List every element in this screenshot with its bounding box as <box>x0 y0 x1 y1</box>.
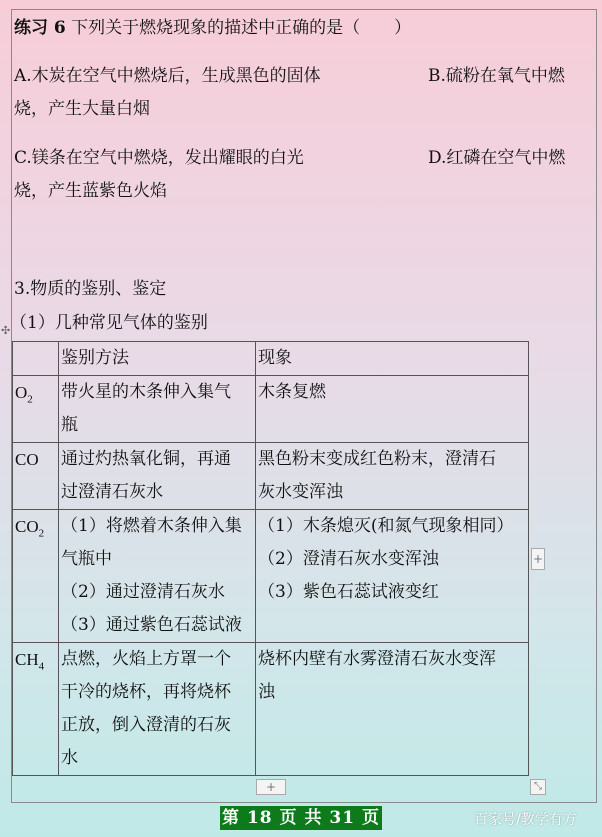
method-line: 通过灼热氧化铜，再通 <box>61 449 231 469</box>
method-line: 气瓶中 <box>61 549 112 569</box>
phenomenon-line: （3）紫色石蕊试液变红 <box>258 582 439 602</box>
method-cell <box>59 643 256 776</box>
option-c-line-2: 烧，产生蓝紫色火焰 <box>14 181 167 201</box>
gas-subscript: 2 <box>27 393 33 406</box>
method-line: 水 <box>61 748 78 768</box>
option-b: B.硫粉在氧气中燃 <box>428 66 565 86</box>
page-number-footer: 第 18 页 共 31 页 <box>220 806 382 830</box>
gas-subscript: 2 <box>38 527 45 540</box>
phenomenon-cell <box>256 443 529 510</box>
gas-subscript: 4 <box>38 660 45 673</box>
method-line: 点燃，火焰上方罩一个 <box>61 649 231 669</box>
option-d: D.红磷在空气中燃 <box>428 148 566 168</box>
gas-symbol: CO <box>15 450 39 469</box>
phenomenon-line: （1）木条熄灭(和氮气现象相同） <box>258 516 514 536</box>
method-line: 瓶 <box>61 415 78 435</box>
phenomenon-line: （2）澄清石灰水变浑浊 <box>258 549 439 569</box>
table-row-ch4 <box>13 643 529 776</box>
exercise-label: 练习 6 <box>14 18 66 38</box>
gas-symbol: CO <box>15 517 39 536</box>
table-row-co2 <box>13 510 529 643</box>
method-line: 带火星的木条伸入集气 <box>61 382 231 402</box>
option-a-line-2: 烧，产生大量白烟 <box>14 99 150 119</box>
table-row-co <box>13 443 529 510</box>
exercise-question: 下列关于燃烧现象的描述中正确的是（ ） <box>71 18 412 38</box>
header-cell-phenomenon: 现象 <box>256 342 529 376</box>
phenomenon-line: 浊 <box>258 682 275 702</box>
header-cell-gas <box>13 342 59 376</box>
table-row-o2 <box>13 376 529 443</box>
table-move-handle[interactable]: ✣ <box>1 324 11 337</box>
table-resize-handle[interactable]: ⤡ <box>530 779 546 795</box>
phenomenon-line: 黑色粉末变成红色粉末，澄清石 <box>258 449 496 469</box>
method-cell <box>59 376 256 443</box>
add-row-button[interactable]: + <box>256 779 286 795</box>
method-line: 过澄清石灰水 <box>61 482 163 502</box>
gas-cell <box>13 376 59 443</box>
add-column-button[interactable]: + <box>531 548 545 570</box>
method-line: （1）将燃着木条伸入集 <box>61 516 242 536</box>
gas-symbol: O <box>15 383 28 402</box>
method-cell <box>59 510 256 643</box>
phenomenon-cell <box>256 376 529 443</box>
phenomenon-line: 木条复燃 <box>258 382 326 402</box>
section-subheading: （1）几种常见气体的鉴别 <box>10 313 208 333</box>
method-line: 干冷的烧杯，再将烧杯 <box>61 682 231 702</box>
phenomenon-line: 灰水变浑浊 <box>258 482 343 502</box>
method-cell <box>59 443 256 510</box>
watermark: 百家号/教学有方 <box>474 812 577 828</box>
phenomenon-cell <box>256 643 529 776</box>
gas-cell <box>13 643 59 776</box>
gas-symbol: CH <box>15 650 39 669</box>
gas-cell <box>13 510 59 643</box>
method-line: （3）通过紫色石蕊试液 <box>61 615 242 635</box>
option-a-line-1: A.木炭在空气中燃烧后，生成黑色的固体 <box>14 66 321 86</box>
table-header-row <box>13 342 529 376</box>
phenomenon-cell <box>256 510 529 643</box>
method-line: （2）通过澄清石灰水 <box>61 582 225 602</box>
gas-identification-table <box>12 341 529 776</box>
section-heading: 3.物质的鉴别、鉴定 <box>14 279 167 299</box>
gas-cell <box>13 443 59 510</box>
method-line: 正放，倒入澄清的石灰 <box>61 715 231 735</box>
option-c-line-1: C.镁条在空气中燃烧，发出耀眼的白光 <box>14 148 304 168</box>
header-cell-method: 鉴别方法 <box>59 342 256 376</box>
phenomenon-line: 烧杯内壁有水雾澄清石灰水变浑 <box>258 649 496 669</box>
exercise-title <box>14 12 411 45</box>
